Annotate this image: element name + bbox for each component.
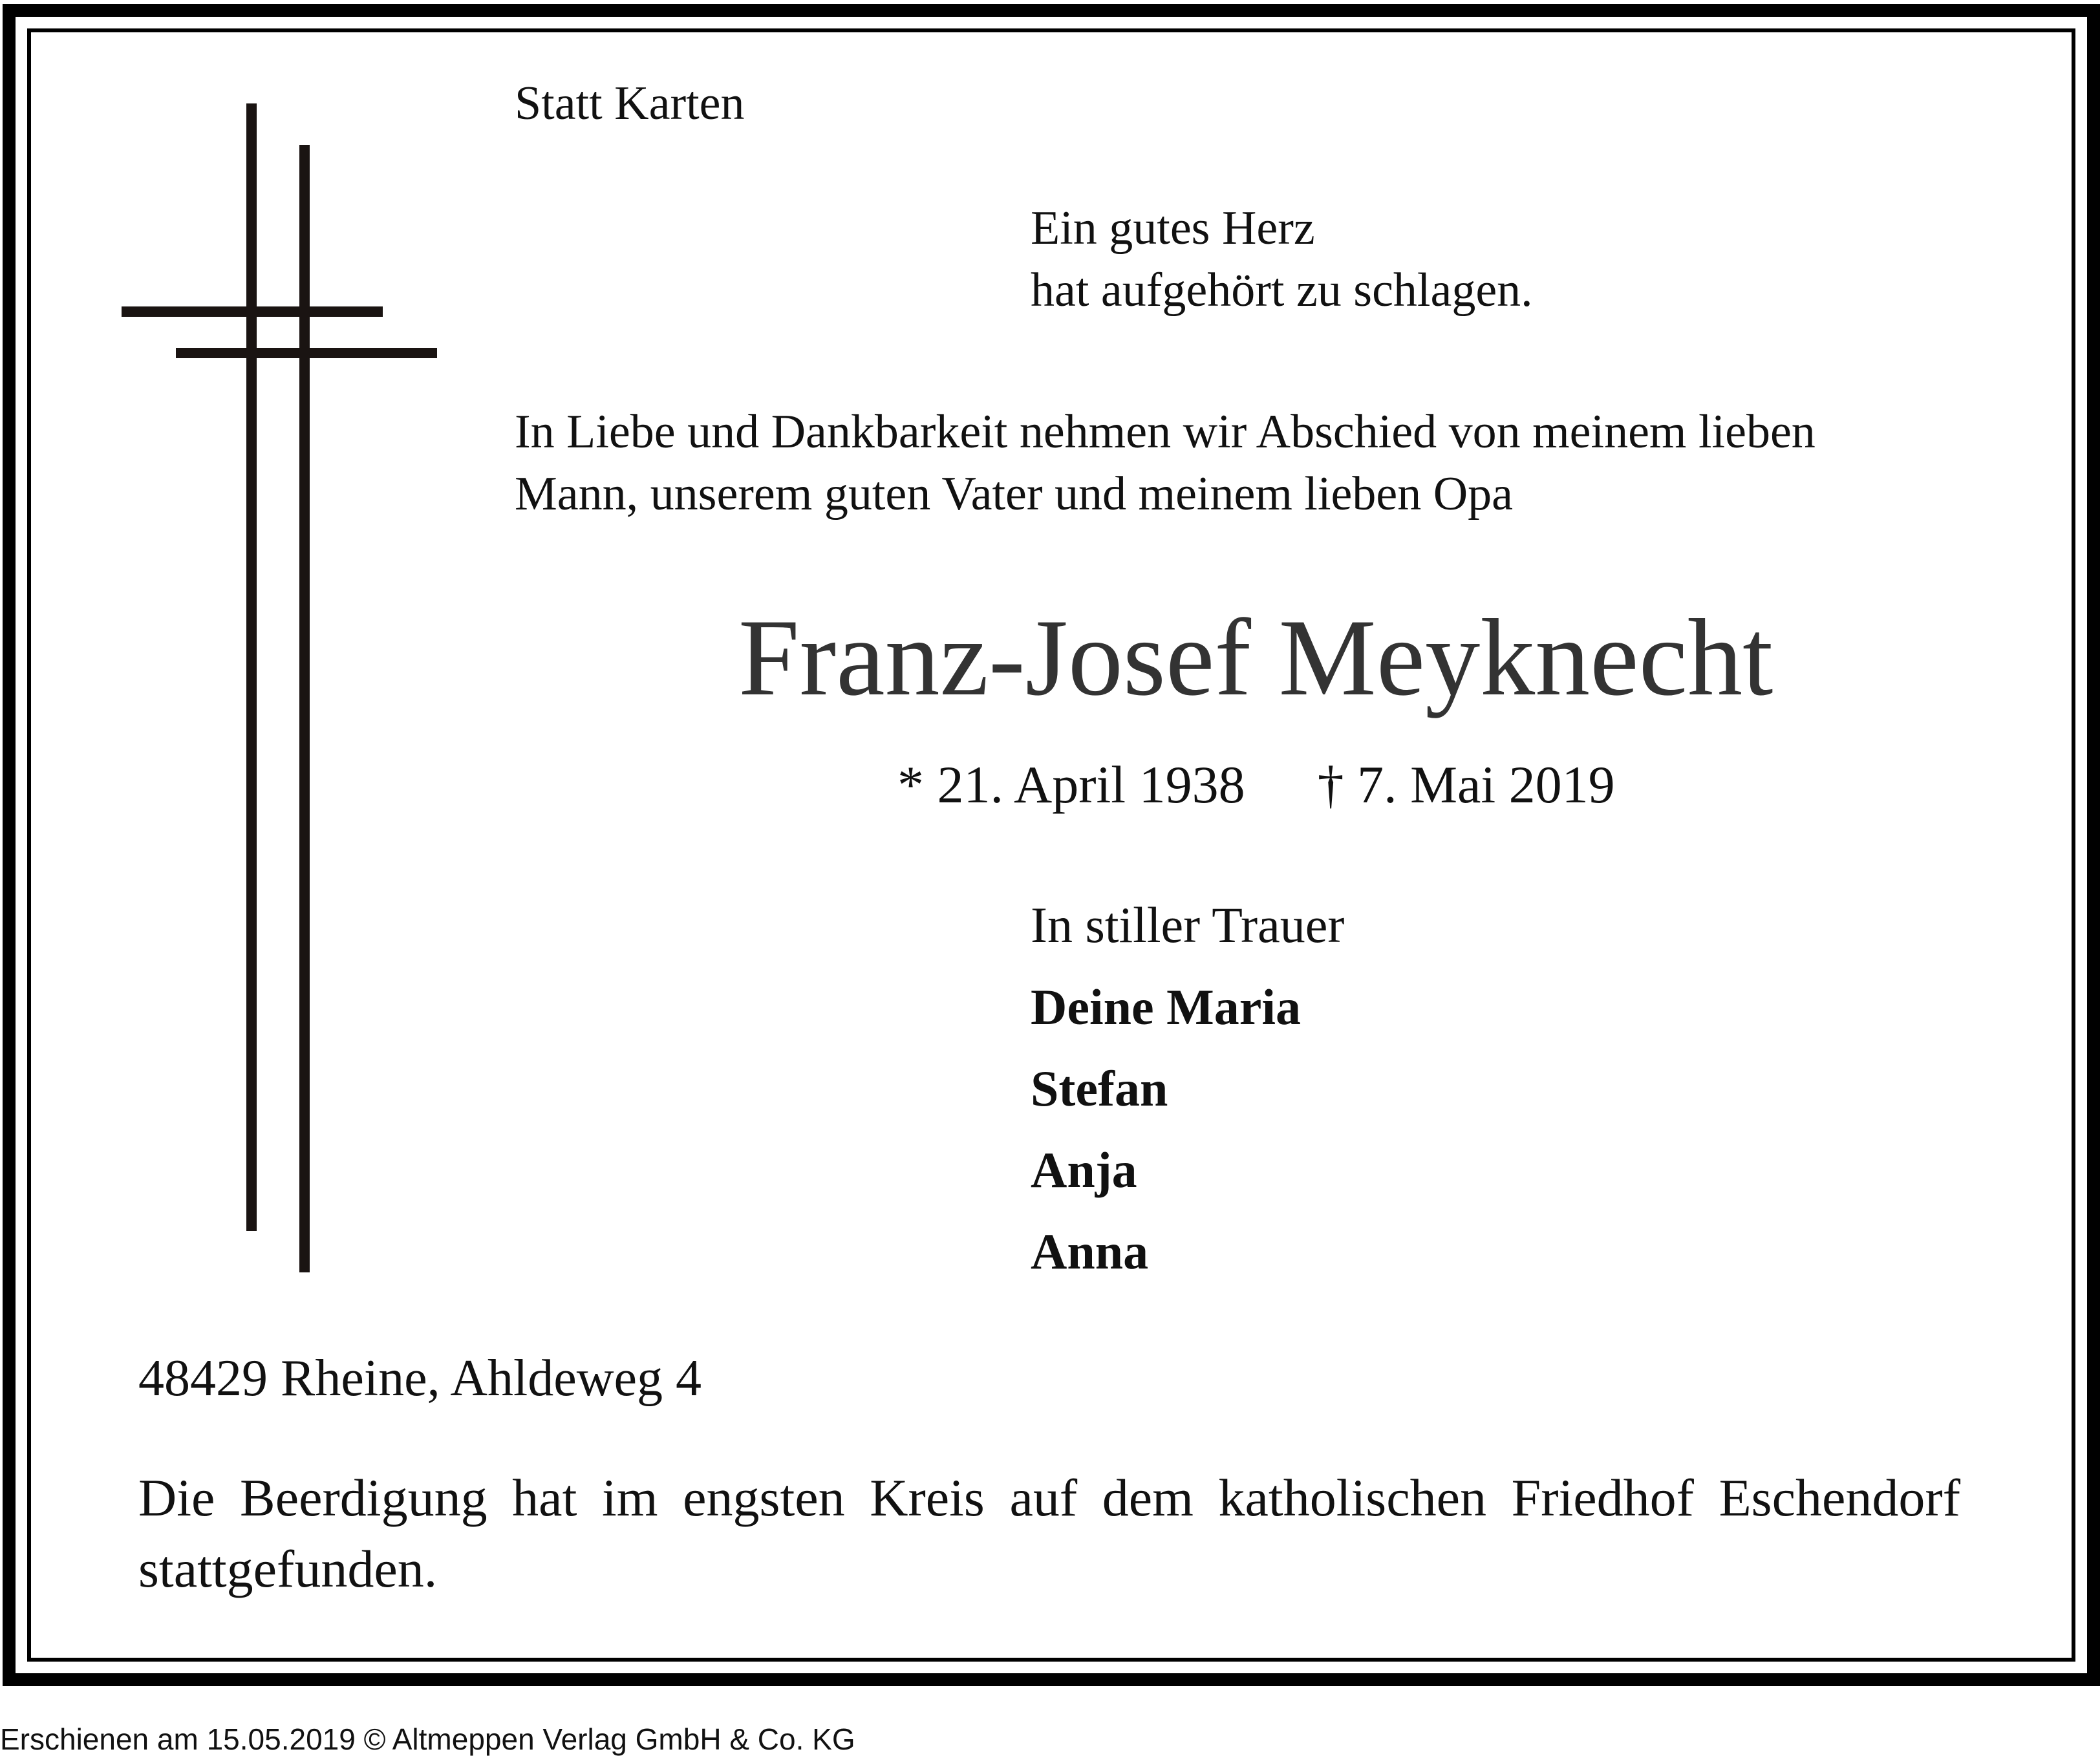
deceased-name: Franz-Josef Meyknecht [738,597,1773,718]
statt-karten-header: Statt Karten [515,77,745,130]
mourning-label: In stiller Trauer [1031,897,1345,953]
address: 48429 Rheine, Ahldeweg 4 [138,1350,702,1407]
quote-line-2: hat aufgehört zu schlagen. [1031,264,1533,317]
life-dates [897,753,1615,817]
funeral-note: Die Beerdigung hat im engsten Kreis auf dem katholischen Friedhof Eschendorf stattgefunden. [138,1468,1960,1598]
intro-line-1: In Liebe und Dankbarkeit nehmen wir Abschied von meinem lieben [515,405,1816,458]
cross-horizontal-bottom [176,348,437,358]
death-date: † 7. Mai 2019 [1317,755,1615,814]
cross-horizontal-top [122,306,383,317]
mourner-name: Anja [1031,1142,1137,1198]
cross-vertical-left [246,103,257,1231]
mourner-name: Anna [1031,1223,1149,1280]
intro-line-2: Mann, unserem guten Vater und meinem lieben Opa [515,467,1513,520]
mourner-name: Deine Maria [1031,979,1302,1035]
birth-date: * 21. April 1938 [897,755,1245,814]
quote-line-1: Ein gutes Herz [1031,202,1315,255]
mourner-name: Stefan [1031,1060,1168,1117]
publication-credit: Erschienen am 15.05.2019 © Altmeppen Verlag GmbH & Co. KG [0,1722,855,1756]
